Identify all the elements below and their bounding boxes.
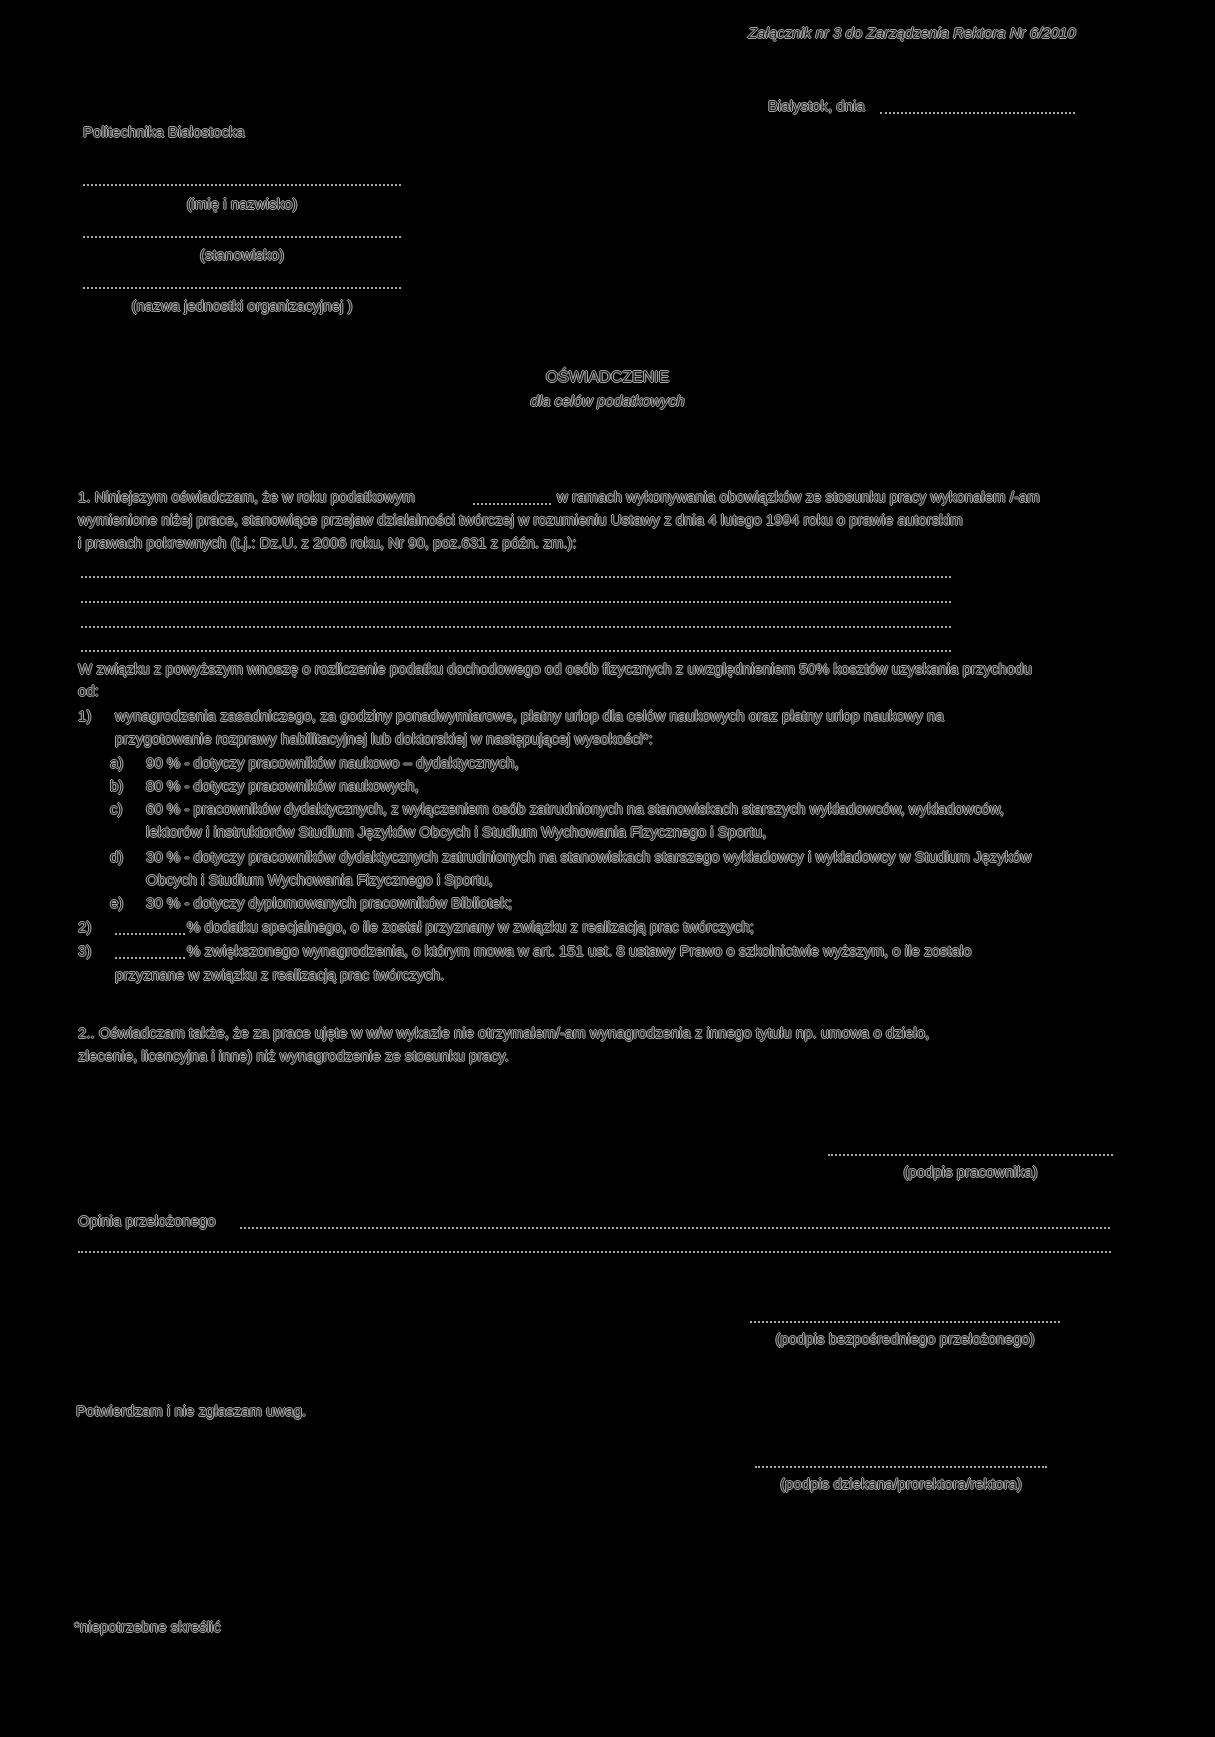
item2-text: % dodatku specjalnego, o ile został przyznany w związku z realizacją prac twórczych; — [187, 919, 754, 936]
works-line-4[interactable] — [81, 650, 951, 652]
section2-line1: 2.. Oświadczam także, że za prace ujęte w w/w wykazie nie otrzymałem/-am wynagrodzenia z innego tytułu np. umowa o dzieło, — [78, 1025, 930, 1042]
supervisor-signature-label: (podpis bezpośredniego przełożonego) — [775, 1331, 1035, 1348]
supervisor-signature-line[interactable] — [750, 1321, 1060, 1323]
item3-line2: przyznane w związku z realizacją prac twórczych. — [115, 967, 445, 984]
sub-item-text: 90 % - dotyczy pracowników naukowo – dydaktycznych, — [146, 755, 519, 772]
opinion-label: Opinia przełożonego — [78, 1213, 216, 1230]
page-title: OŚWIADCZENIE — [545, 369, 670, 386]
tax-year-field[interactable] — [473, 503, 551, 505]
sub-item-text: 30 % - dotyczy pracowników dydaktycznych zatrudnionych na stanowiskach starszego wykładowcy i wykładowcy w Studium Języków — [146, 849, 1032, 866]
sub-item-text: 60 % - pracowników dydaktycznych, z wyłączeniem osób zatrudnionych na stanowiskach starszych wykładowców, wykładowców, — [146, 801, 1004, 818]
special-bonus-percent-field[interactable] — [115, 933, 185, 935]
section1-intro-a: 1. Niniejszym oświadczam, że w roku podatkowym — [78, 489, 415, 506]
item2-number: 2) — [78, 919, 92, 936]
sub-item-text-cont: lektorów i instruktorów Studium Języków Obcych i Studium Wychowania Fizycznego i Sportu, — [146, 824, 767, 841]
employee-signature-line[interactable] — [828, 1154, 1113, 1156]
sub-item-text-cont: Obcych i Studium Wychowania Fizycznego i Sportu, — [146, 872, 493, 889]
unit-label: (nazwa jednostki organizacyjnej ) — [131, 298, 353, 315]
sub-item-letter: e) — [110, 895, 124, 912]
sub-item-letter: a) — [110, 755, 124, 772]
request-text-cont: od: — [78, 683, 99, 700]
sub-item-text: 80 % - dotyczy pracowników naukowych, — [146, 778, 419, 795]
works-line-3[interactable] — [81, 626, 951, 628]
item1-line2: przygotowanie rozprawy habilitacyjnej lub doktorskiej w następującej wysokości*: — [115, 731, 653, 748]
position-label: (stanowisko) — [199, 247, 285, 264]
item3-number: 3) — [78, 943, 92, 960]
works-line-2[interactable] — [81, 601, 951, 603]
date-field[interactable] — [880, 112, 1075, 114]
confirmation-text: Potwierdzam i nie zgłaszam uwag. — [76, 1403, 307, 1420]
request-text: W związku z powyższym wnoszę o rozliczenie podatku dochodowego od osób fizycznych z uwzględnieniem 50% kosztów uzyskania przychodu — [78, 661, 1032, 678]
section1-intro-b: w ramach wykonywania obowiązków ze stosunku pracy wykonałem /-am — [557, 489, 1040, 506]
increased-salary-percent-field[interactable] — [115, 957, 185, 959]
opinion-field-line-2[interactable] — [78, 1251, 1111, 1253]
sub-item-letter: b) — [110, 778, 124, 795]
item1-number: 1) — [78, 708, 92, 725]
dean-signature-line[interactable] — [755, 1466, 1047, 1468]
sub-item-text: 30 % - dotyczy dyplomowanych pracowników Bibliotek; — [146, 895, 512, 912]
unit-field[interactable] — [83, 287, 401, 289]
section1-line2: wymienione niżej prace, stanowiące przejaw działalności twórczej w rozumieniu Ustawy z dnia 4 lutego 1994 roku o prawie autorskim — [78, 512, 963, 529]
sub-item-letter: d) — [110, 849, 124, 866]
name-field[interactable] — [83, 184, 401, 186]
position-field[interactable] — [83, 236, 401, 238]
city-date-label: Białystok, dnia — [768, 98, 865, 115]
section1-line3: i prawach pokrewnych (t.j.: Dz.U. z 2006 roku, Nr 90, poz.631 z późn. zm.): — [78, 535, 577, 552]
footnote: *niepotrzebne skreślić — [74, 1619, 221, 1636]
page-subtitle: dla celów podatkowych — [530, 393, 685, 410]
item3-line1: % zwiększonego wynagrodzenia, o którym mowa w art. 151 ust. 8 ustawy Prawo o szkolnictwie wyższym, o ile zostało — [187, 943, 972, 960]
name-label: (imię i nazwisko) — [186, 196, 298, 213]
section2-line2: zlecenie, licencyjna i inne) niż wynagrodzenie ze stosunku pracy. — [78, 1048, 509, 1065]
works-line-1[interactable] — [81, 576, 951, 578]
opinion-field-line-1[interactable] — [240, 1227, 1110, 1229]
attachment-reference: Załącznik nr 3 do Zarządzenia Rektora Nr 6/2010 — [748, 25, 1076, 42]
item1-line1: wynagrodzenia zasadniczego, za godziny ponadwymiarowe, płatny urlop dla celów naukowych oraz płatny urlop naukowy na — [115, 708, 944, 725]
dean-signature-label: (podpis dziekana/prorektora/rektora) — [780, 1476, 1022, 1493]
sub-item-letter: c) — [110, 801, 123, 818]
employee-signature-label: (podpis pracownika) — [903, 1164, 1038, 1181]
institution-name: Politechnika Białostocka — [83, 124, 245, 141]
